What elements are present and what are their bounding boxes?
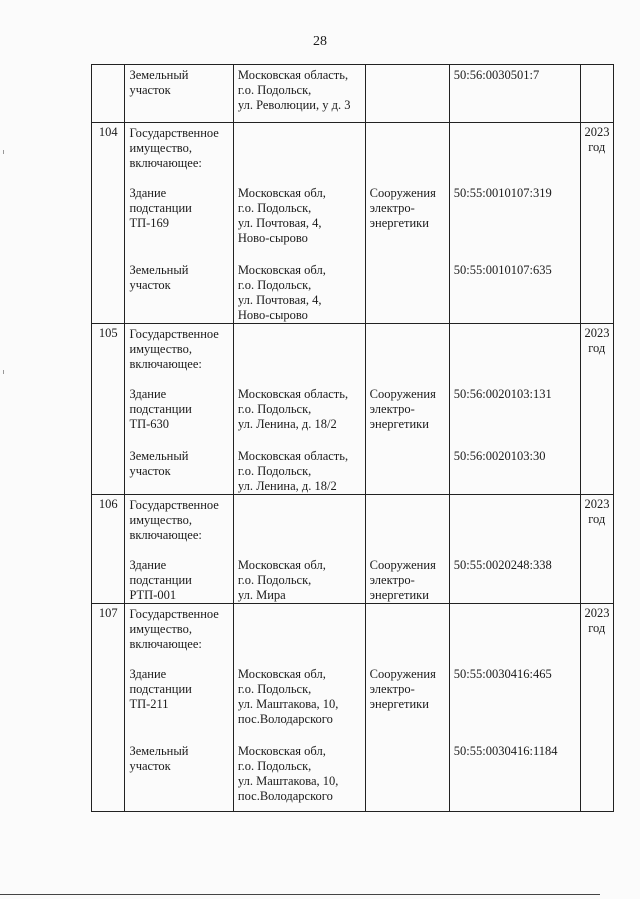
object-address-line: ул. Маштакова, 10, — [237, 774, 339, 788]
object-name-line: ТП-211 — [129, 697, 169, 711]
object-type-line: Сооружения — [369, 387, 436, 401]
object-name-line: Здание — [129, 667, 167, 681]
cadastral-cell — [449, 65, 580, 123]
object-name-line: участок — [129, 759, 171, 773]
table-row — [92, 324, 614, 495]
privatization-year — [580, 123, 613, 324]
row-number: 107 — [92, 604, 125, 812]
object-address — [238, 449, 361, 494]
object-name — [129, 667, 228, 727]
group-header-line: имущество, — [129, 513, 192, 527]
cadastral-number: 50:56:0030501:7 — [453, 68, 540, 82]
year-line: 2023 — [584, 497, 610, 511]
table-row — [92, 65, 614, 123]
cadastral-cell — [449, 495, 580, 604]
year-line: год — [588, 512, 606, 526]
object-address-line: г.о. Подольск, — [237, 402, 312, 416]
cadastral-cell — [449, 324, 580, 495]
group-header-line: Государственное — [129, 327, 219, 341]
scan-bottom-rule — [0, 894, 600, 895]
object-type-line: Сооружения — [369, 186, 436, 200]
group-header-line: включающее: — [129, 156, 202, 170]
object-type-cell — [365, 123, 449, 324]
spacer — [370, 744, 445, 804]
spacer — [370, 126, 445, 171]
group-header — [129, 498, 228, 543]
group-header-line: имущество, — [129, 342, 192, 356]
object-type-line: электро- — [369, 682, 415, 696]
object-name-line: ТП-169 — [129, 216, 170, 230]
object-name-line: Земельный — [129, 263, 189, 277]
address-cell — [233, 495, 365, 604]
year-line: год — [588, 341, 606, 355]
object-type-cell — [365, 495, 449, 604]
address-cell — [233, 604, 365, 812]
object-type-line: энергетики — [369, 697, 429, 711]
row-number: 106 — [92, 495, 125, 604]
object-address — [238, 387, 361, 432]
spacer — [370, 68, 445, 113]
object-address-line: г.о. Подольск, — [237, 759, 312, 773]
privatization-year — [580, 65, 613, 123]
object-address — [238, 186, 361, 246]
year-line: 2023 — [584, 125, 610, 139]
object-address-line: Московская область, — [237, 387, 349, 401]
object-address-line: г.о. Подольск, — [237, 201, 312, 215]
object-type — [370, 558, 445, 603]
privatization-year — [580, 324, 613, 495]
object-name-line: Земельный — [129, 449, 189, 463]
object-name-cell — [125, 495, 233, 604]
row-number: 104 — [92, 123, 125, 324]
object-address-line: Московская обл, — [237, 744, 326, 758]
object-type-line: энергетики — [369, 417, 429, 431]
object-name-line: ТП-630 — [129, 417, 170, 431]
object-type-line: энергетики — [369, 216, 429, 230]
address-cell — [233, 65, 365, 123]
object-type-line: электро- — [369, 402, 415, 416]
object-name-line: подстанции — [129, 573, 192, 587]
spacer — [370, 607, 445, 652]
group-header-line: Государственное — [129, 498, 219, 512]
object-address-line: Московская обл, — [237, 667, 326, 681]
object-name — [129, 449, 228, 494]
object-name-line: Земельный — [129, 68, 189, 82]
table-row — [92, 604, 614, 812]
group-header-line: имущество, — [129, 622, 192, 636]
object-address — [238, 263, 361, 323]
object-address-line: пос.Володарского — [237, 789, 333, 803]
object-name-cell — [125, 65, 233, 123]
spacer — [370, 327, 445, 372]
object-name-cell — [125, 324, 233, 495]
object-name-line: участок — [129, 464, 171, 478]
group-header-line: включающее: — [129, 357, 202, 371]
object-name-line: РТП-001 — [129, 588, 177, 602]
registry-body — [92, 65, 614, 812]
object-type-cell — [365, 324, 449, 495]
object-address-line: ул. Маштакова, 10, — [237, 697, 339, 711]
object-type-line: электро- — [369, 201, 415, 215]
spacer — [370, 498, 445, 543]
row-number — [92, 65, 125, 123]
object-address-line: г.о. Подольск, — [237, 573, 312, 587]
object-name — [129, 68, 228, 113]
object-type — [370, 387, 445, 432]
spacer — [454, 327, 576, 372]
row-number: 105 — [92, 324, 125, 495]
spacer — [238, 607, 361, 652]
group-header — [129, 327, 228, 372]
spacer — [454, 607, 576, 652]
cadastral-number: 50:55:0030416:465 — [453, 667, 552, 681]
object-type-cell — [365, 604, 449, 812]
object-name-cell — [125, 123, 233, 324]
object-address-line: г.о. Подольск, — [237, 278, 312, 292]
object-address — [238, 558, 361, 603]
object-name-line: Здание — [129, 186, 167, 200]
object-address — [238, 68, 361, 113]
address-cell — [233, 123, 365, 324]
privatization-year — [580, 604, 613, 812]
object-type-line: электро- — [369, 573, 415, 587]
object-address-line: ул. Революции, у д. 3 — [237, 98, 351, 112]
table-row — [92, 495, 614, 604]
object-name-line: подстанции — [129, 201, 192, 215]
object-address-line: Ново-сырово — [237, 308, 308, 322]
cadastral-number: 50:55:0020248:338 — [453, 558, 552, 572]
spacer — [454, 126, 576, 171]
cadastral-number: 50:55:0010107:319 — [453, 186, 552, 200]
object-address-line: Московская обл, — [237, 186, 326, 200]
year-line: 2023 — [584, 326, 610, 340]
group-header-line: включающее: — [129, 637, 202, 651]
spacer — [454, 498, 576, 543]
object-address-line: ул. Ленина, д. 18/2 — [237, 479, 337, 493]
group-header-line: имущество, — [129, 141, 192, 155]
object-address-line: г.о. Подольск, — [237, 464, 312, 478]
object-address-line: пос.Володарского — [237, 712, 333, 726]
group-header-line: Государственное — [129, 126, 219, 140]
privatization-year — [580, 495, 613, 604]
object-name — [129, 744, 228, 804]
property-registry-table — [91, 64, 614, 812]
object-name-cell — [125, 604, 233, 812]
page-number: 28 — [313, 34, 327, 49]
group-header-line: включающее: — [129, 528, 202, 542]
object-name — [129, 558, 228, 603]
table-row — [92, 123, 614, 324]
year-line: год — [588, 140, 606, 154]
object-name — [129, 263, 228, 323]
object-name — [129, 186, 228, 246]
object-address-line: г.о. Подольск, — [237, 83, 312, 97]
spacer — [370, 263, 445, 323]
group-header-line: Государственное — [129, 607, 219, 621]
object-address-line: Ново-сырово — [237, 231, 308, 245]
scan-margin-mark — [3, 150, 4, 154]
spacer — [238, 126, 361, 171]
object-address-line: г.о. Подольск, — [237, 682, 312, 696]
scan-margin-mark — [3, 370, 4, 374]
object-name-line: Земельный — [129, 744, 189, 758]
cadastral-number: 50:55:0010107:635 — [453, 263, 552, 277]
group-header — [129, 126, 228, 171]
object-type — [370, 667, 445, 727]
object-address-line: Московская обл, — [237, 558, 326, 572]
group-header — [129, 607, 228, 652]
object-address-line: Московская область, — [237, 449, 349, 463]
object-name-line: Здание — [129, 387, 167, 401]
spacer — [370, 449, 445, 494]
object-address-line: ул. Мира — [237, 588, 286, 602]
object-address-line: Московская обл, — [237, 263, 326, 277]
object-address — [238, 744, 361, 804]
object-type-line: Сооружения — [369, 558, 436, 572]
cadastral-number: 50:56:0020103:131 — [453, 387, 552, 401]
object-name-line: участок — [129, 83, 171, 97]
object-name — [129, 387, 228, 432]
cadastral-cell — [449, 123, 580, 324]
cadastral-cell — [449, 604, 580, 812]
object-address-line: ул. Почтовая, 4, — [237, 293, 322, 307]
cadastral-number: 50:55:0030416:1184 — [453, 744, 558, 758]
spacer — [238, 498, 361, 543]
year-line: 2023 — [584, 606, 610, 620]
object-name-line: участок — [129, 278, 171, 292]
object-type — [370, 186, 445, 246]
year-line: год — [588, 621, 606, 635]
address-cell — [233, 324, 365, 495]
spacer — [238, 327, 361, 372]
object-type-line: энергетики — [369, 588, 429, 602]
object-address-line: ул. Ленина, д. 18/2 — [237, 417, 337, 431]
cadastral-number: 50:56:0020103:30 — [453, 449, 546, 463]
object-name-line: подстанции — [129, 402, 192, 416]
object-address — [238, 667, 361, 727]
object-name-line: подстанции — [129, 682, 192, 696]
object-type-line: Сооружения — [369, 667, 436, 681]
object-name-line: Здание — [129, 558, 167, 572]
object-address-line: Московская область, — [237, 68, 349, 82]
object-address-line: ул. Почтовая, 4, — [237, 216, 322, 230]
object-type-cell — [365, 65, 449, 123]
